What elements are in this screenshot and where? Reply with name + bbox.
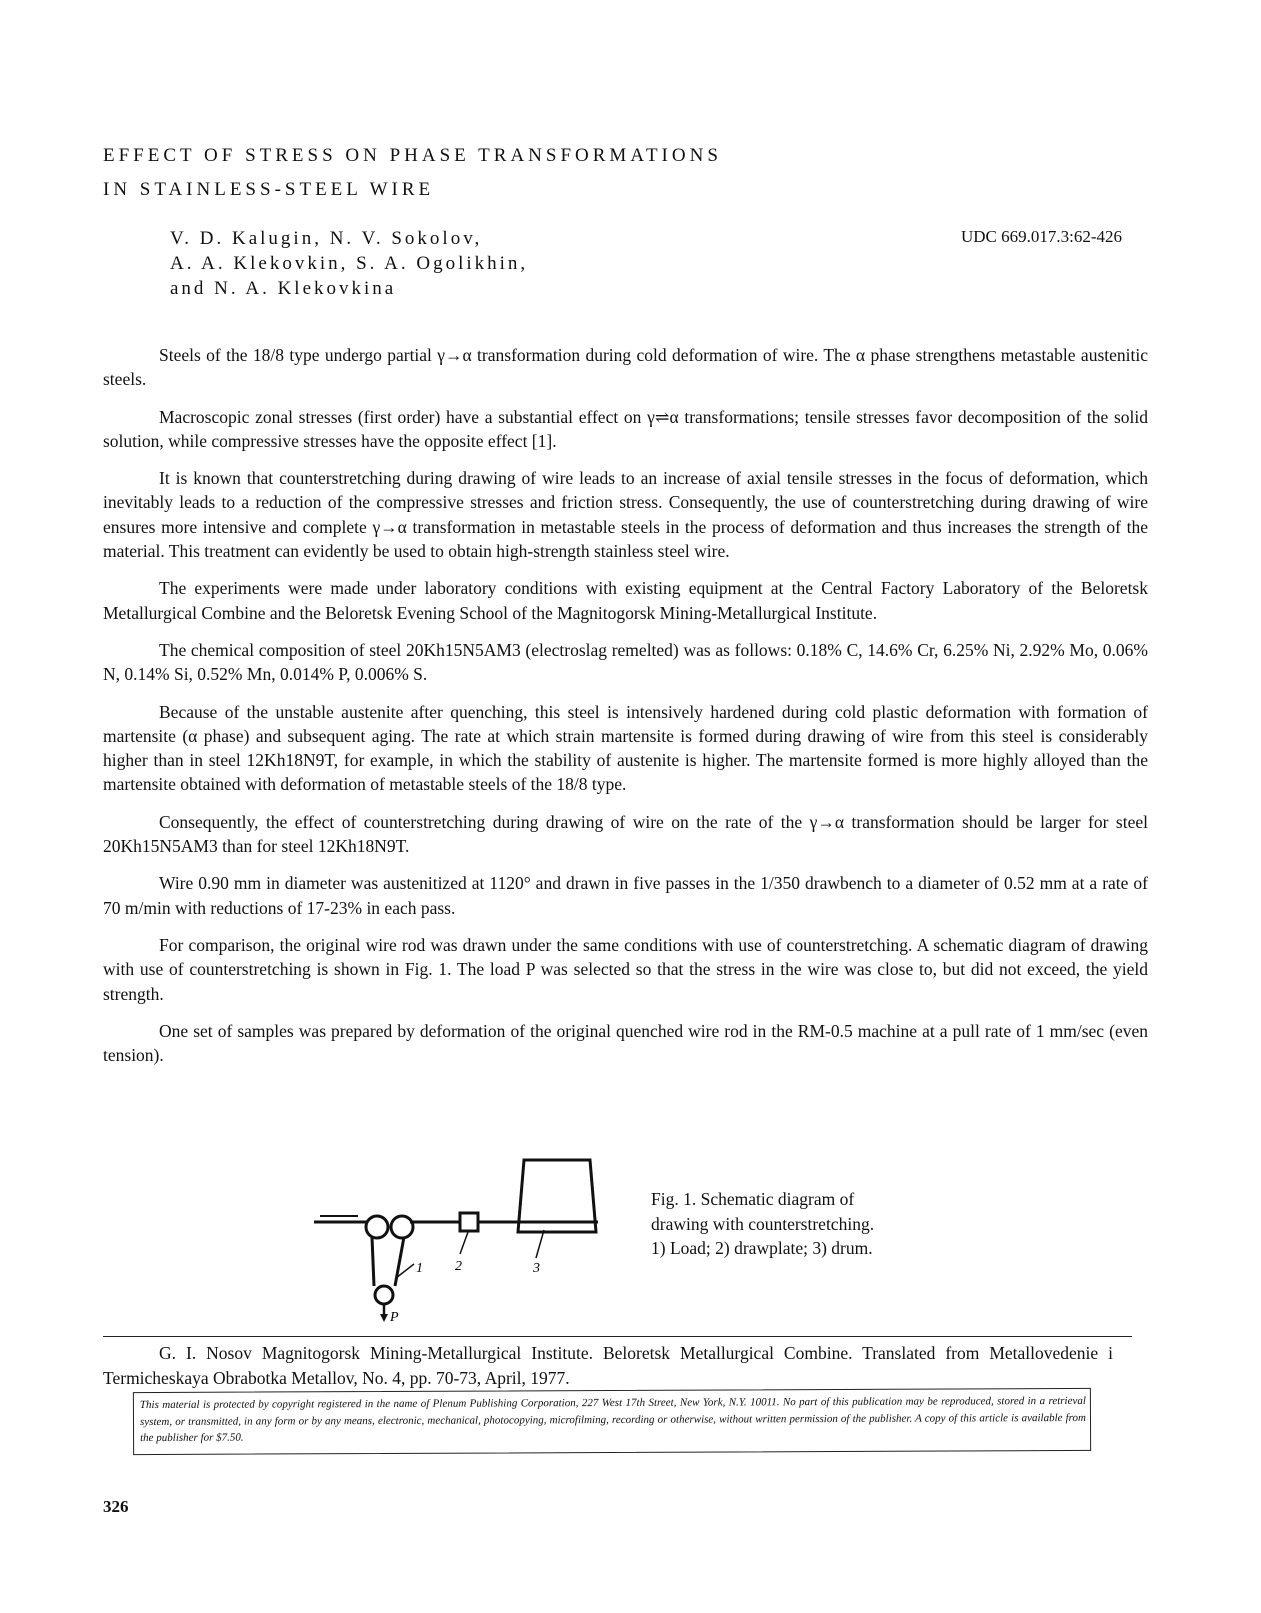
- paragraph: It is known that counterstretching during drawing of wire leads to an increase of axial tensile stresses in the focus of deformation, which inevitably leads to a reduction of the compressive stresses and friction stress. Consequently, the use of counterstretching during drawing of wire ensures more intensive and complete γ→α transformation in metastable steels in the process of deformation and thus increases the strength of the material. This treatment can evidently be used to obtain high-strength stainless steel wire.: [103, 468, 1148, 562]
- loop-left-strand: [372, 1237, 374, 1286]
- author-line-1: V. D. Kalugin, N. V. Sokolov,: [170, 228, 483, 249]
- caption-line-1: Fig. 1. Schematic diagram of: [651, 1189, 855, 1209]
- caption-line-2: drawing with counterstretching.: [651, 1213, 875, 1234]
- paragraph: Consequently, the effect of counterstretching during drawing of wire on the rate of the γ→α transformation should be larger for steel 20Kh15N5AM3 than for steel 12Kh18N9T.: [103, 811, 1148, 857]
- counterstretching-schematic-diagram: [310, 1150, 610, 1325]
- article-body: [103, 343, 1148, 1080]
- author-line-2: A. A. Klekovkin, S. A. Ogolikhin,: [170, 253, 529, 274]
- affiliation-text: G. I. Nosov Magnitogorsk Mining-Metallurgical Institute. Beloretsk Metallurgical Combine. Translated from Metallovedenie i Termicheskaya Obrabotka Metallov, No. 4, pp. 70-73, April, 1977.: [103, 1343, 1113, 1388]
- paragraph: One set of samples was prepared by deformation of the original quenched wire rod in the RM-0.5 machine at a pull rate of 1 mm/sec (even tension).: [103, 1020, 1148, 1066]
- paragraph: The experiments were made under laboratory conditions with existing equipment at the Central Factory Laboratory of the Beloretsk Metallurgical Combine and the Beloretsk Evening School of the Magnitogorsk Mining-Metallurgical Institute.: [103, 578, 1148, 623]
- load-arrow-head: [380, 1314, 388, 1322]
- udc-code: UDC 669.017.3:62-426: [960, 227, 1122, 246]
- paragraph: Because of the unstable austenite after quenching, this steel is intensively hardened during cold plastic deformation with formation of martensite (α phase) and subsequent aging. The rate at which strain martensite is formed during drawing of wire from this steel is considerably higher than in steel 12Kh18N9T, for example, in which the stability of austenite is higher. The martensite formed is more highly alloyed than the martensite obtained with deformation of metastable steels of the 18/8 type.: [103, 701, 1148, 795]
- leader-line-2: [460, 1232, 468, 1254]
- label-2: 2: [455, 1259, 462, 1274]
- left-pulley: [366, 1216, 388, 1238]
- paragraph: Wire 0.90 mm in diameter was austenitized at 1120° and drawn in five passes in the 1/350 drawbench to a diameter of 0.52 mm at a rate of 70 m/min with reductions of 17-23% in each pass.: [103, 873, 1148, 918]
- paragraph: The chemical composition of steel 20Kh15N5AM3 (electroslag remelted) was as follows: 0.18% C, 14.6% Cr, 6.25% Ni, 2.92% Mo, 0.06% N, 0.14% Si, 0.52% Mn, 0.014% P, 0.006% S.: [103, 639, 1148, 685]
- footnote-divider: [103, 1336, 1132, 1337]
- label-3: 3: [533, 1261, 540, 1276]
- copyright-notice: This material is protected by copyright registered in the name of Plenum Publishing Corporation, 227 West 17th Street, New York, N.Y. 10011. No part of this publication may be reproduced, stored in a retrieval system, or transmitted, in any form or by any means, electronic, mechanical, photocopying, microfilming, recording or otherwise, without written permission of the publisher. A copy of this article is available from the publisher for $7.50.: [133, 1388, 1091, 1455]
- paragraph: Macroscopic zonal stresses (first order) have a substantial effect on γ⇌α transformations; tensile stresses favor decomposition of the solid solution, while compressive stresses have the opposite effect [1].: [103, 406, 1148, 451]
- author-line-3: and N. A. Klekovkina: [170, 278, 397, 299]
- article-title-line-1: EFFECT OF STRESS ON PHASE TRANSFORMATIONS: [103, 145, 722, 166]
- drawplate: [460, 1213, 478, 1231]
- affiliation-footnote: [103, 1341, 1113, 1390]
- figure-caption: [651, 1187, 971, 1261]
- label-1: 1: [416, 1261, 423, 1276]
- label-p: P: [390, 1310, 399, 1325]
- article-title-line-2: IN STAINLESS-STEEL WIRE: [103, 179, 435, 200]
- paragraph: Steels of the 18/8 type undergo partial γ→α transformation during cold deformation of wire. The α phase strengthens metastable austenitic steels.: [103, 345, 1148, 390]
- author-list: [170, 226, 528, 301]
- leader-line-3: [536, 1230, 544, 1258]
- caption-line-3: 1) Load; 2) drawplate; 3) drum.: [651, 1238, 873, 1258]
- paragraph: For comparison, the original wire rod was drawn under the same conditions with use of counterstretching. A schematic diagram of drawing with use of counterstretching is shown in Fig. 1. The load P was selected so that the stress in the wire was close to, but did not exceed, the yield strength.: [103, 934, 1148, 1004]
- right-pulley: [391, 1216, 413, 1238]
- page-number: 326: [103, 1497, 129, 1516]
- load-pulley: [375, 1286, 393, 1304]
- loop-right-strand: [395, 1237, 404, 1286]
